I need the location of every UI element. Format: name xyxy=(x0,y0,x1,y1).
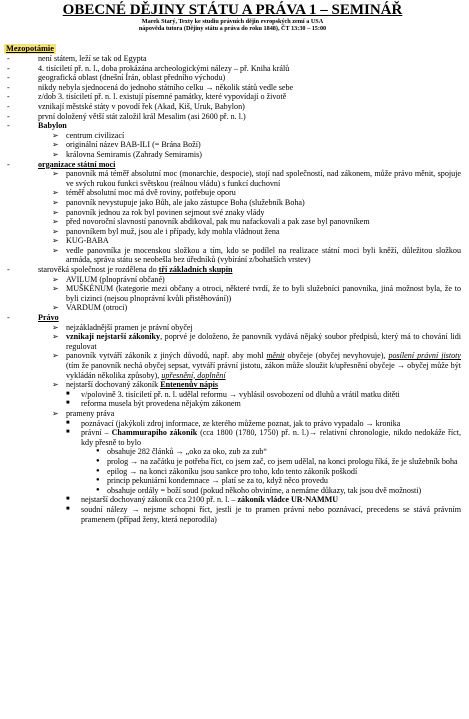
arrow-bullet-icon: ➢ xyxy=(52,236,59,246)
arrow-bullet-icon: ➢ xyxy=(52,197,59,207)
sub-item: ➢ centrum civilizací xyxy=(52,130,125,140)
sub-item: ➢ VARDUM (otroci) xyxy=(52,303,128,313)
dash-bullet-icon: - xyxy=(7,111,10,121)
detail-item: ● obsahuje ordály = boží soud (pokud někoho obviníme, a nemáme důkazy, tak jsou dvě možnosti) xyxy=(96,485,422,495)
sub-item: ➢ panovník jednou za rok byl povinen sejmout své znaky vlády xyxy=(52,207,265,217)
square-bullet-icon: ■ xyxy=(66,496,70,503)
sub-item: ➢ nejstarší dochovaný zákoník Entenenův nápis xyxy=(52,380,218,390)
dash-bullet-icon: - xyxy=(7,313,10,323)
document-title: OBECNÉ DĚJINY STÁTU A PRÁVA 1 – SEMINÁŘ xyxy=(62,2,403,18)
arrow-bullet-icon: ➢ xyxy=(52,351,59,361)
arrow-bullet-icon: ➢ xyxy=(52,149,59,159)
dot-bullet-icon: ● xyxy=(96,477,100,484)
arrow-bullet-icon: ➢ xyxy=(52,207,59,217)
dash-bullet-icon: - xyxy=(7,159,10,169)
sub-item: ➢ vedle panovníka je mocenskou složkou a tím, kdo se podílel na realizace státní moci byli kněží, důležitou složkou armáda, správa státu se neobešla bez úředníků (vybírání z/bohatších vrstev) xyxy=(52,245,461,265)
subtitle-line-1: Marek Starý, Texty ke studiu právních dějin evropských zemí a USA xyxy=(141,18,324,25)
sub-sub-item: ■ soudní nálezy → nejsme schopni říct, jestli je to pramen právní nebo poznávací, precedens se stává právním pramenem (případ ženy, která neporodila) xyxy=(66,504,461,524)
sub-item: ➢ AVILUM (plnoprávní občané) xyxy=(52,274,165,284)
detail-item: ● prolog → na začátku je potřeba říct, co jsem zač, co jsem udělal, na konci prologu říká, že je služebník boha xyxy=(96,456,458,466)
sub-item: ➢ panovník má téměř absolutní moc (monarchie, despocie), stojí nad společností, nad zákonem, může právo měnit, spojuje ve svých rukou funkci světskou (reálnou vládu) s funkcí duchovní xyxy=(52,169,461,188)
square-bullet-icon: ■ xyxy=(66,400,70,407)
sub-item: ➢ KUG-BABA xyxy=(52,236,109,246)
sub-item: ➢ před novoroční slavností panovník abdikoval, pak mu nafackovali a pak zase byl panovníkem xyxy=(52,217,370,227)
sub-item: ➢ prameny práva xyxy=(52,408,115,418)
arrow-bullet-icon: ➢ xyxy=(52,274,59,284)
sub-sub-item: ■ právní – Chammurapiho zákoník (cca 1800 (1780, 1750) př. n. l.)→ relativní chronologie, nikdo nedokáže říct, kdy přesně to bylo xyxy=(66,428,461,447)
list-item: - geografická oblast (dnešní Írán, oblast předního východu) xyxy=(7,73,226,83)
square-bullet-icon: ■ xyxy=(66,419,70,426)
section-mezopotamie xyxy=(4,44,461,524)
sub-sub-item: ■ nejstarší dochovaný zákoník cca 2100 př. n. l. – zákoník vládce UR-NAMMU xyxy=(66,495,339,505)
arrow-bullet-icon: ➢ xyxy=(52,140,59,150)
dot-bullet-icon: ● xyxy=(96,486,100,493)
arrow-bullet-icon: ➢ xyxy=(52,226,59,236)
list-item: - nikdy nebyla sjednocená do jednoho státního celku → několik států vedle sebe xyxy=(7,82,294,92)
arrow-bullet-icon: ➢ xyxy=(52,130,59,140)
dash-bullet-icon: - xyxy=(7,63,10,73)
list-item-spolecnost: - starověká společnost je rozdělena do tří základních skupin xyxy=(7,265,233,275)
section-title: Mezopotámie xyxy=(6,44,54,54)
sub-item: ➢ originální název BAB-ILI (= Brána Boží) xyxy=(52,140,201,150)
arrow-bullet-icon: ➢ xyxy=(52,303,59,313)
dash-bullet-icon: - xyxy=(7,101,10,111)
dash-bullet-icon: - xyxy=(7,73,10,83)
arrow-bullet-icon: ➢ xyxy=(52,245,59,255)
arrow-bullet-icon: ➢ xyxy=(52,169,59,179)
sub-item: ➢ panovník vytváří zákoník z jiných důvodů, např. aby mohl měnit obyčeje (obyčej nevyhovuje), posílení právní jistoty (tím že panovník nechá obyčej sepsat, vytváří právní jistotu, zákon může sloužit k/upřesnění obyčeje → obyčej může být vykládán několika způsoby), upřesnění, doplnění xyxy=(52,351,461,380)
dot-bullet-icon: ● xyxy=(96,448,100,455)
sub-item: ➢ panovník nevystupuje jako Bůh, ale jako zástupce Boha (služebník Boha) xyxy=(52,197,305,207)
square-bullet-icon: ■ xyxy=(66,429,70,436)
arrow-bullet-icon: ➢ xyxy=(52,188,59,198)
list-item-babylon: - Babylon xyxy=(7,121,67,131)
arrow-bullet-icon: ➢ xyxy=(52,332,59,342)
square-bullet-icon: ■ xyxy=(66,505,70,512)
list-item: - 4. tisíciletí př. n. l., doba prokázána archeologickými nálezy – př. Kniha králů xyxy=(7,63,290,73)
arrow-bullet-icon: ➢ xyxy=(52,408,59,418)
list-item: - první doložený větší stát založil král Mesalim (asi 2600 př. n. l.) xyxy=(7,111,246,121)
dash-bullet-icon: - xyxy=(7,265,10,275)
dash-bullet-icon: - xyxy=(7,82,10,92)
list-item-organizace: - organizace státní moci xyxy=(7,159,116,169)
dash-bullet-icon: - xyxy=(7,121,10,131)
arrow-bullet-icon: ➢ xyxy=(52,380,59,390)
detail-item: ● epilog → na konci zákoníku jsou sankce pro toho, kdo tento zákoník poškodí xyxy=(96,466,358,476)
sub-item: ➢ vznikají nejstarší zákoníky, poprvé je doloženo, že panovník vydává nějaký soubor předpisů, který má to chování lidi regulovat xyxy=(52,332,461,351)
arrow-bullet-icon: ➢ xyxy=(52,217,59,227)
dash-bullet-icon: - xyxy=(7,92,10,102)
sub-item: ➢ nejzákladnější pramen je právní obyčej xyxy=(52,322,193,332)
sub-sub-item: ■ v/polovině 3. tisíciletí př. n. l. udělal reformu → vyhlásil osvobození od dluhů a vrátil matku dítěti xyxy=(66,389,400,399)
list-item: - není státem, leží se tak od Egypta xyxy=(7,54,147,63)
list-item: - z/dob 3. tisíciletí př. n. l. existují písemné památky, které vypovídají o životě xyxy=(7,92,287,102)
dot-bullet-icon: ● xyxy=(96,467,100,474)
list-item-pravo: - Právo xyxy=(7,313,59,323)
subtitle-line-2: nápověda tutora (Dějiny státu a práva do roku 1848), ČT 13:30 – 15:00 xyxy=(138,25,327,33)
square-bullet-icon: ■ xyxy=(66,390,70,397)
dot-bullet-icon: ● xyxy=(96,457,100,464)
detail-item: ● obsahuje 282 článků → „oko za oko, zub za zub“ xyxy=(96,447,268,457)
arrow-bullet-icon: ➢ xyxy=(52,322,59,332)
detail-item: ● princip pekuniární kondemnace → platí se za to, když něco provedu xyxy=(96,476,328,486)
dash-bullet-icon: - xyxy=(7,54,10,63)
sub-item: ➢ téměř absolutní moc má dvě roviny, potřebuje oporu xyxy=(52,188,236,198)
arrow-bullet-icon: ➢ xyxy=(52,284,59,294)
sub-item: ➢ královna Semiramis (Zahrady Semiramis) xyxy=(52,149,202,159)
sub-item: ➢ MUŠKÉNUM (kategorie mezi občany a otroci, některé tvrdí, že to byli služebníci panovníka, jiná možnost byla, že to byli cizinci (nejsou plnoprávní kvůli přistěhování)) xyxy=(52,284,461,303)
list-item: - vznikají městské státy v povodí řek (Akad, Kiš, Uruk, Babylon) xyxy=(7,101,245,111)
sub-item: ➢ panovníkem byl muž, jsou ale i případy, kdy mohla vládnout žena xyxy=(52,226,280,236)
sub-sub-item: ■ reforma musela být provedena nějakým zákonem xyxy=(66,399,241,409)
sub-sub-item: ■ poznávací (jakýkoli zdroj informace, ze kterého můžeme poznat, jak to právo vypadalo → kronika xyxy=(66,418,401,428)
